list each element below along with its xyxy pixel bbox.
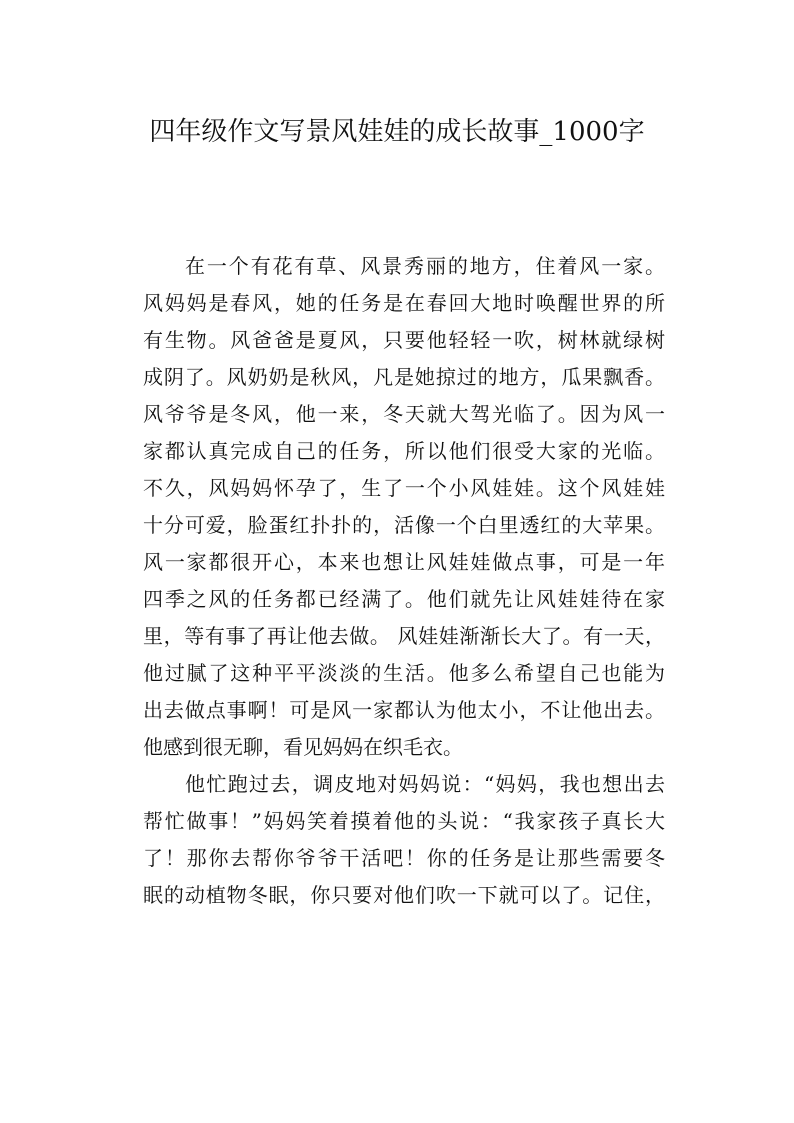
paragraph-line: 他过腻了这种平平淡淡的生活。他多么希望自己也能为 bbox=[143, 661, 665, 685]
paragraph-line: 不久，风妈妈怀孕了，生了一个小风娃娃。这个风娃娃 bbox=[143, 476, 665, 500]
paragraph-line: 风爷爷是冬风，他一来，冬天就大驾光临了。因为风一 bbox=[143, 402, 665, 426]
paragraph-line: 风一家都很开心，本来也想让风娃娃做点事，可是一年 bbox=[143, 550, 665, 574]
document-title: 四年级作文写景风娃娃的成长故事_1000字 bbox=[149, 117, 645, 147]
paragraph-line: 里，等有事了再让他去做。 风娃娃渐渐长大了。有一天， bbox=[143, 624, 665, 648]
paragraph-line: 有生物。风爸爸是夏风，只要他轻轻一吹，树林就绿树 bbox=[143, 328, 665, 352]
paragraph-line: 他感到很无聊，看见妈妈在织毛衣。 bbox=[143, 735, 463, 759]
paragraph-line: 他忙跑过去，调皮地对妈妈说：“妈妈，我也想出去 bbox=[185, 772, 665, 796]
paragraph-line: 帮忙做事！”妈妈笑着摸着他的头说：“我家孩子真长大 bbox=[143, 809, 665, 833]
paragraph-line: 在一个有花有草、风景秀丽的地方，住着风一家。 bbox=[185, 254, 665, 278]
paragraph-line: 了！那你去帮你爷爷干活吧！你的任务是让那些需要冬 bbox=[143, 846, 665, 870]
paragraph-line: 风妈妈是春风，她的任务是在春回大地时唤醒世界的所 bbox=[143, 291, 665, 315]
paragraph-line: 四季之风的任务都已经满了。他们就先让风娃娃待在家 bbox=[143, 587, 665, 611]
paragraph-line: 成阴了。风奶奶是秋风，凡是她掠过的地方，瓜果飘香。 bbox=[143, 365, 665, 389]
paragraph-line: 出去做点事啊！可是风一家都认为他太小，不让他出去。 bbox=[143, 698, 665, 722]
paragraph-line: 十分可爱，脸蛋红扑扑的，活像一个白里透红的大苹果。 bbox=[143, 513, 665, 537]
paragraph-line: 家都认真完成自己的任务，所以他们很受大家的光临。 bbox=[143, 439, 665, 463]
paragraph-line: 眠的动植物冬眠，你只要对他们吹一下就可以了。记住， bbox=[143, 883, 665, 907]
document-body bbox=[143, 248, 665, 914]
